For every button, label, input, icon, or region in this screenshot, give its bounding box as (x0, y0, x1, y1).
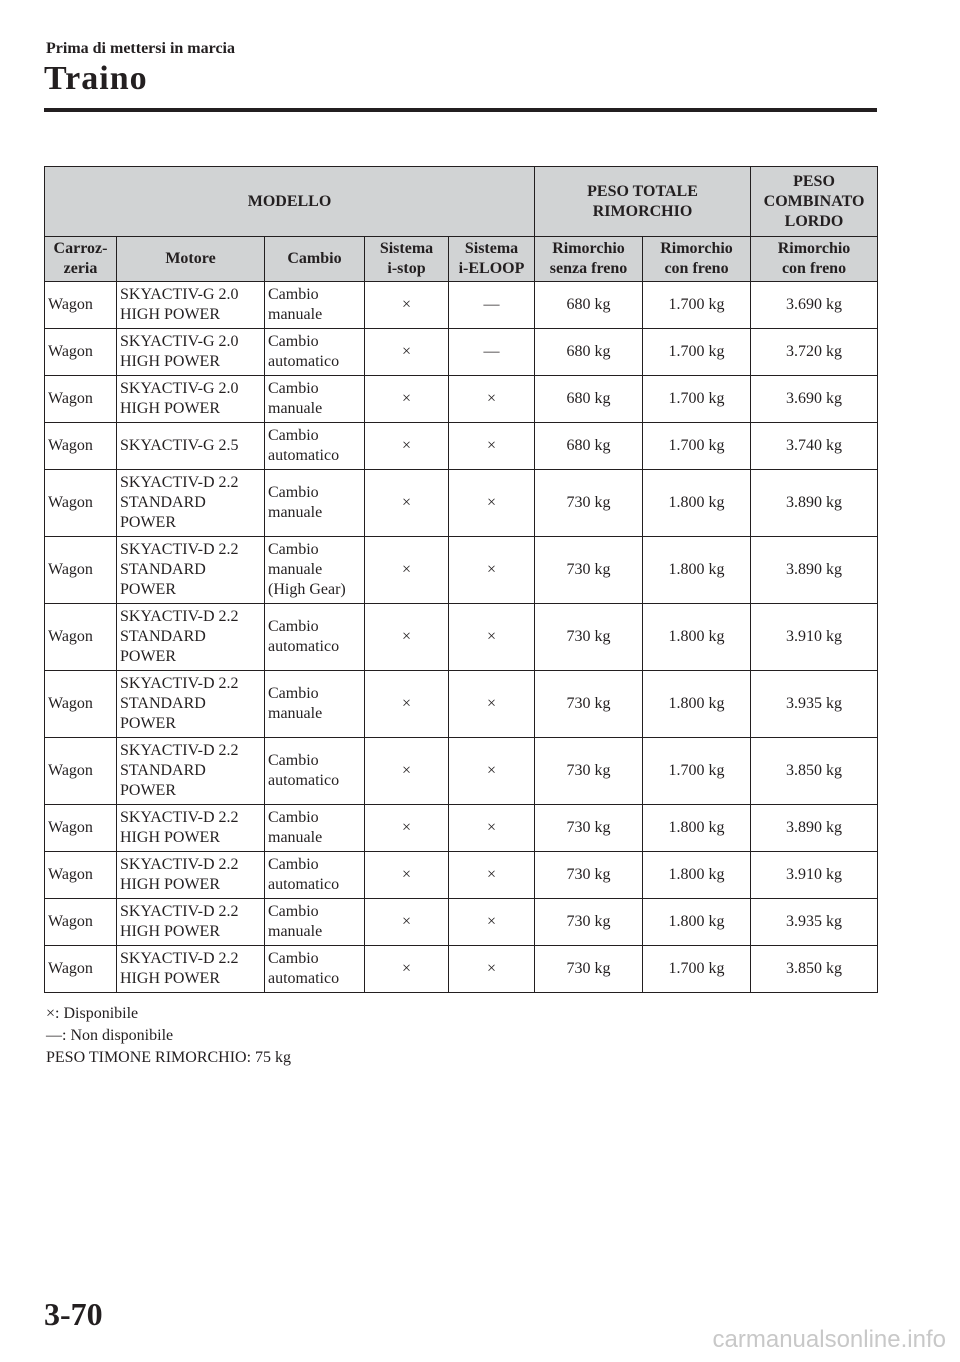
cell-sistema-ieloop: × (449, 805, 535, 852)
table-row (45, 329, 878, 376)
table-row (45, 946, 878, 993)
cell-sistema-istop: × (365, 899, 449, 946)
cell-carrozzeria: Wagon (45, 329, 117, 376)
cell-sistema-istop: × (365, 537, 449, 604)
cell-rimorchio-senza-freno: 730 kg (535, 899, 643, 946)
cell-cambio: Cambio automatico (265, 946, 365, 993)
table-row (45, 899, 878, 946)
column-header-row (45, 237, 878, 282)
cell-sistema-ieloop: × (449, 537, 535, 604)
cell-cambio: Cambio manuale (265, 899, 365, 946)
cell-sistema-ieloop: × (449, 946, 535, 993)
cell-rimorchio-con-freno: 1.800 kg (643, 671, 751, 738)
page-title: Traino (44, 60, 148, 97)
group-header-row (45, 167, 878, 237)
cell-rimorchio-con-freno: 1.800 kg (643, 852, 751, 899)
cell-cambio: Cambio manuale (265, 376, 365, 423)
cell-rimorchio-senza-freno: 730 kg (535, 470, 643, 537)
cell-rimorchio-senza-freno: 680 kg (535, 282, 643, 329)
cell-peso-combinato: 3.890 kg (751, 537, 878, 604)
cell-peso-combinato: 3.890 kg (751, 805, 878, 852)
cell-sistema-istop: × (365, 604, 449, 671)
cell-sistema-istop: × (365, 671, 449, 738)
cell-cambio: Cambio automatico (265, 852, 365, 899)
cell-cambio: Cambio automatico (265, 604, 365, 671)
header-modello: MODELLO (45, 167, 535, 237)
cell-sistema-istop: × (365, 470, 449, 537)
cell-motore: SKYACTIV-D 2.2 STANDARD POWER (117, 537, 265, 604)
cell-rimorchio-con-freno: 1.800 kg (643, 805, 751, 852)
section-label: Prima di mettersi in marcia (46, 40, 235, 57)
cell-rimorchio-senza-freno: 730 kg (535, 537, 643, 604)
cell-motore: SKYACTIV-G 2.0 HIGH POWER (117, 329, 265, 376)
cell-carrozzeria: Wagon (45, 852, 117, 899)
cell-sistema-ieloop: × (449, 852, 535, 899)
column-header-cambio: Cambio (265, 237, 365, 282)
towing-spec-table (44, 166, 878, 993)
column-header-sistema-istop: Sistema i-stop (365, 237, 449, 282)
cell-carrozzeria: Wagon (45, 282, 117, 329)
cell-cambio: Cambio manuale (265, 805, 365, 852)
column-header-carrozzeria: Carroz- zeria (45, 237, 117, 282)
cell-rimorchio-con-freno: 1.800 kg (643, 470, 751, 537)
cell-rimorchio-con-freno: 1.700 kg (643, 329, 751, 376)
cell-motore: SKYACTIV-D 2.2 HIGH POWER (117, 805, 265, 852)
cell-motore: SKYACTIV-D 2.2 STANDARD POWER (117, 738, 265, 805)
cell-peso-combinato: 3.935 kg (751, 899, 878, 946)
cell-sistema-ieloop: × (449, 423, 535, 470)
cell-peso-combinato: 3.690 kg (751, 376, 878, 423)
cell-sistema-ieloop: — (449, 329, 535, 376)
cell-carrozzeria: Wagon (45, 604, 117, 671)
cell-cambio: Cambio automatico (265, 423, 365, 470)
cell-rimorchio-senza-freno: 730 kg (535, 671, 643, 738)
cell-cambio: Cambio manuale (265, 671, 365, 738)
cell-sistema-ieloop: × (449, 671, 535, 738)
cell-cambio: Cambio manuale (High Gear) (265, 537, 365, 604)
notes (46, 1003, 291, 1069)
cell-rimorchio-con-freno: 1.800 kg (643, 537, 751, 604)
cell-rimorchio-con-freno: 1.700 kg (643, 738, 751, 805)
cell-peso-combinato: 3.740 kg (751, 423, 878, 470)
cell-motore: SKYACTIV-D 2.2 HIGH POWER (117, 946, 265, 993)
column-header-combinato-con-freno: Rimorchio con freno (751, 237, 878, 282)
cell-cambio: Cambio manuale (265, 282, 365, 329)
cell-carrozzeria: Wagon (45, 671, 117, 738)
cell-rimorchio-senza-freno: 680 kg (535, 423, 643, 470)
cell-motore: SKYACTIV-D 2.2 STANDARD POWER (117, 671, 265, 738)
table-body (45, 282, 878, 993)
table-row (45, 282, 878, 329)
table-row (45, 852, 878, 899)
cell-rimorchio-con-freno: 1.700 kg (643, 282, 751, 329)
column-header-motore: Motore (117, 237, 265, 282)
cell-sistema-istop: × (365, 423, 449, 470)
table-row (45, 604, 878, 671)
cell-motore: SKYACTIV-D 2.2 STANDARD POWER (117, 470, 265, 537)
cell-peso-combinato: 3.850 kg (751, 738, 878, 805)
cell-sistema-ieloop: × (449, 376, 535, 423)
cell-rimorchio-senza-freno: 730 kg (535, 738, 643, 805)
table-row (45, 805, 878, 852)
cell-sistema-ieloop: × (449, 470, 535, 537)
cell-peso-combinato: 3.910 kg (751, 604, 878, 671)
cell-sistema-istop: × (365, 376, 449, 423)
cell-motore: SKYACTIV-G 2.5 (117, 423, 265, 470)
cell-rimorchio-con-freno: 1.700 kg (643, 946, 751, 993)
table-row (45, 470, 878, 537)
cell-cambio: Cambio automatico (265, 329, 365, 376)
cell-rimorchio-senza-freno: 680 kg (535, 329, 643, 376)
cell-motore: SKYACTIV-G 2.0 HIGH POWER (117, 282, 265, 329)
cell-carrozzeria: Wagon (45, 470, 117, 537)
cell-peso-combinato: 3.890 kg (751, 470, 878, 537)
cell-rimorchio-senza-freno: 730 kg (535, 805, 643, 852)
header-peso-totale-rimorchio: PESO TOTALE RIMORCHIO (535, 167, 751, 237)
table-row (45, 738, 878, 805)
cell-sistema-istop: × (365, 738, 449, 805)
watermark: carmanualsonline.info (712, 1326, 946, 1353)
cell-sistema-istop: × (365, 329, 449, 376)
table-row (45, 423, 878, 470)
title-rule (44, 108, 877, 112)
cell-motore: SKYACTIV-D 2.2 HIGH POWER (117, 852, 265, 899)
cell-sistema-istop: × (365, 852, 449, 899)
cell-rimorchio-senza-freno: 730 kg (535, 604, 643, 671)
cell-sistema-ieloop: × (449, 738, 535, 805)
cell-sistema-istop: × (365, 282, 449, 329)
cell-rimorchio-con-freno: 1.700 kg (643, 423, 751, 470)
cell-rimorchio-con-freno: 1.800 kg (643, 899, 751, 946)
column-header-rimorchio-senza-freno: Rimorchio senza freno (535, 237, 643, 282)
cell-carrozzeria: Wagon (45, 899, 117, 946)
cell-rimorchio-senza-freno: 730 kg (535, 852, 643, 899)
cell-rimorchio-con-freno: 1.800 kg (643, 604, 751, 671)
note-available-legend: ×: Disponibile (46, 1005, 139, 1022)
cell-motore: SKYACTIV-D 2.2 HIGH POWER (117, 899, 265, 946)
cell-rimorchio-senza-freno: 730 kg (535, 946, 643, 993)
note-tongue-weight: PESO TIMONE RIMORCHIO: 75 kg (46, 1049, 292, 1066)
cell-carrozzeria: Wagon (45, 805, 117, 852)
cell-peso-combinato: 3.720 kg (751, 329, 878, 376)
header-peso-combinato-lordo: PESO COMBINATO LORDO (751, 167, 878, 237)
cell-motore: SKYACTIV-D 2.2 STANDARD POWER (117, 604, 265, 671)
column-header-sistema-ieloop: Sistema i-ELOOP (449, 237, 535, 282)
cell-sistema-istop: × (365, 805, 449, 852)
note-unavailable-legend: —: Non disponibile (46, 1027, 174, 1044)
table-row (45, 376, 878, 423)
cell-sistema-istop: × (365, 946, 449, 993)
cell-carrozzeria: Wagon (45, 946, 117, 993)
cell-carrozzeria: Wagon (45, 738, 117, 805)
cell-cambio: Cambio automatico (265, 738, 365, 805)
cell-carrozzeria: Wagon (45, 376, 117, 423)
cell-peso-combinato: 3.850 kg (751, 946, 878, 993)
cell-rimorchio-con-freno: 1.700 kg (643, 376, 751, 423)
cell-peso-combinato: 3.910 kg (751, 852, 878, 899)
cell-sistema-ieloop: × (449, 604, 535, 671)
cell-motore: SKYACTIV-G 2.0 HIGH POWER (117, 376, 265, 423)
cell-sistema-ieloop: × (449, 899, 535, 946)
cell-cambio: Cambio manuale (265, 470, 365, 537)
table-row (45, 537, 878, 604)
cell-carrozzeria: Wagon (45, 537, 117, 604)
cell-carrozzeria: Wagon (45, 423, 117, 470)
cell-peso-combinato: 3.935 kg (751, 671, 878, 738)
cell-rimorchio-senza-freno: 680 kg (535, 376, 643, 423)
cell-sistema-ieloop: — (449, 282, 535, 329)
column-header-rimorchio-con-freno: Rimorchio con freno (643, 237, 751, 282)
page-number: 3-70 (44, 1296, 103, 1332)
cell-peso-combinato: 3.690 kg (751, 282, 878, 329)
table-row (45, 671, 878, 738)
